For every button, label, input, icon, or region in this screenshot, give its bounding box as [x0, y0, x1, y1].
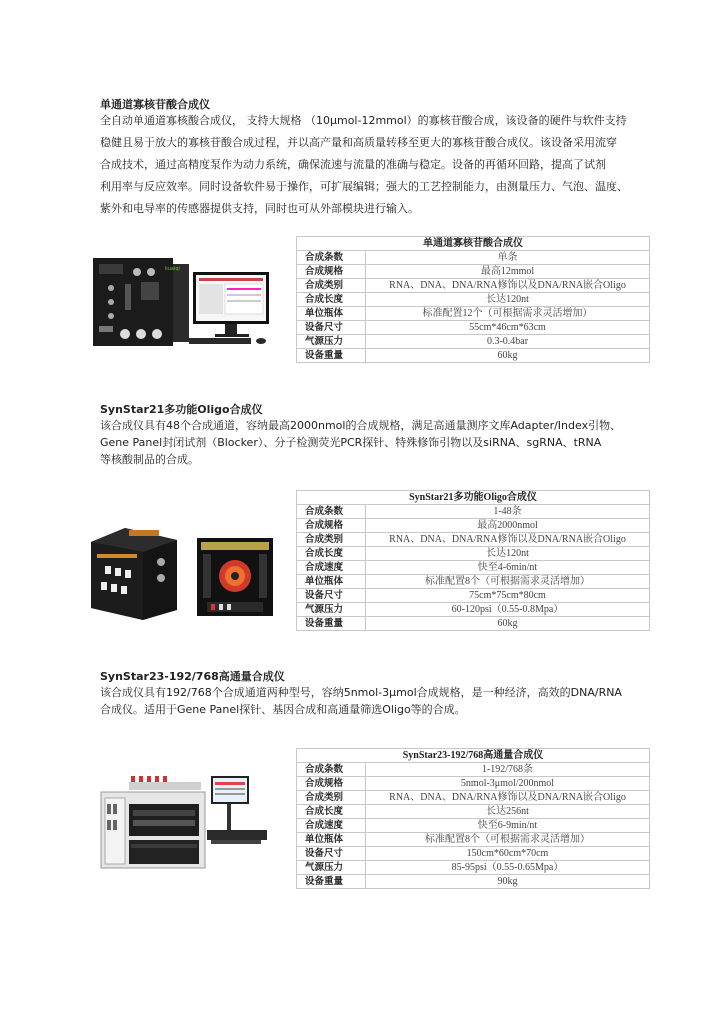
- spec-value: 长达120nt: [366, 547, 650, 561]
- spec-key: 合成长度: [297, 547, 366, 561]
- synstar21-synthesizer-image: [85, 520, 285, 620]
- spec-key: 合成速度: [297, 819, 366, 833]
- paragraph-line: 全自动单通道寡核酸合成仪， 支持大规格 （10μmol-12mmol）的寡核苷酸合成，该设备的硬件与软件支持: [100, 114, 627, 127]
- paragraph-line: 合成技术，通过高精度泵作为动力系统，确保流速与流量的准确与稳定。设备的再循环回路，提高了试剂: [100, 158, 606, 171]
- spec-key: 合成条数: [297, 251, 366, 265]
- spec-value: 长达120nt: [366, 293, 650, 307]
- spec-table-2: [296, 490, 650, 631]
- spec-key: 合成长度: [297, 293, 366, 307]
- single-channel-synthesizer-image: [85, 250, 285, 350]
- paragraph-line: 紫外和电导率的传感器提供支持，同时也可从外部模块进行输入。: [100, 202, 419, 215]
- paragraph-line: 该合成仪具有192/768个合成通道两种型号，容纳5nmol-3μmol合成规格，是一种经济，高效的DNA/RNA: [100, 686, 622, 699]
- paragraph-line: 该合成仪具有48个合成通道，容纳最高2000nmol的合成规格，满足高通量测序文库Adapter/Index引物、: [100, 419, 622, 432]
- table-row: [297, 547, 650, 561]
- table-row: [297, 349, 650, 363]
- spec-value: 75cm*75cm*80cm: [366, 589, 650, 603]
- spec-key: 设备重量: [297, 349, 366, 363]
- spec-key: 设备尺寸: [297, 321, 366, 335]
- spec-key: 气源压力: [297, 335, 366, 349]
- spec-value: 快至4-6min/nt: [366, 561, 650, 575]
- spec-key: 合成规格: [297, 265, 366, 279]
- spec-key: 合成规格: [297, 777, 366, 791]
- table-row: [297, 875, 650, 889]
- spec-value: RNA、DNA、DNA/RNA修饰以及DNA/RNA嵌合Oligo: [366, 533, 650, 547]
- section-title-1: 单通道寡核苷酸合成仪: [100, 98, 210, 111]
- spec-value: 标准配置12个（可根据需求灵活增加）: [366, 307, 650, 321]
- spec-value: 60kg: [366, 617, 650, 631]
- spec-key: 单位瓶体: [297, 307, 366, 321]
- table-row: [297, 603, 650, 617]
- spec-value: 快至6-9min/nt: [366, 819, 650, 833]
- spec-value: 90kg: [366, 875, 650, 889]
- spec-value: 1-48条: [366, 505, 650, 519]
- table-row: [297, 505, 650, 519]
- spec-table-title: 单通道寡核苷酸合成仪: [297, 237, 650, 251]
- paragraph-line: 等核酸制品的合成。: [100, 453, 199, 466]
- spec-value: 5nmol-3μmol/200nmol: [366, 777, 650, 791]
- spec-key: 设备重量: [297, 875, 366, 889]
- table-row: [297, 321, 650, 335]
- section-title-3: SynStar23-192/768高通量合成仪: [100, 670, 285, 683]
- spec-key: 合成类别: [297, 279, 366, 293]
- spec-table-title: SynStar21多功能Oligo合成仪: [297, 491, 650, 505]
- table-row: [297, 617, 650, 631]
- spec-key: 合成长度: [297, 805, 366, 819]
- table-row: [297, 251, 650, 265]
- spec-key: 合成类别: [297, 791, 366, 805]
- table-row: [297, 279, 650, 293]
- section-paragraph-2: [100, 417, 660, 468]
- spec-value: 85-95psi（0.55-0.65Mpa）: [366, 861, 650, 875]
- spec-value: 1-192/768条: [366, 763, 650, 777]
- spec-value: 标准配置8个（可根据需求灵活增加）: [366, 833, 650, 847]
- table-row: [297, 763, 650, 777]
- table-row: [297, 307, 650, 321]
- table-row: [297, 335, 650, 349]
- spec-value: 55cm*46cm*63cm: [366, 321, 650, 335]
- spec-key: 单位瓶体: [297, 575, 366, 589]
- spec-value: 最高12mmol: [366, 265, 650, 279]
- spec-key: 合成规格: [297, 519, 366, 533]
- section-title-2: SynStar21多功能Oligo合成仪: [100, 403, 263, 416]
- table-row: [297, 575, 650, 589]
- spec-value: RNA、DNA、DNA/RNA修饰以及DNA/RNA嵌合Oligo: [366, 279, 650, 293]
- spec-key: 合成类别: [297, 533, 366, 547]
- table-row: [297, 805, 650, 819]
- table-row: [297, 819, 650, 833]
- table-row: [297, 847, 650, 861]
- spec-value: 长达256nt: [366, 805, 650, 819]
- synstar23-synthesizer-image: [95, 774, 275, 872]
- spec-table-1: [296, 236, 650, 363]
- section-paragraph-1: [100, 110, 660, 220]
- table-row: [297, 791, 650, 805]
- spec-key: 合成速度: [297, 561, 366, 575]
- spec-key: 合成条数: [297, 763, 366, 777]
- section-paragraph-3: [100, 684, 660, 718]
- spec-value: 单条: [366, 251, 650, 265]
- table-row: [297, 533, 650, 547]
- device-logo-text: kuaiqi: [165, 266, 180, 272]
- spec-table-title: SynStar23-192/768高通量合成仪: [297, 749, 650, 763]
- spec-value: 最高2000nmol: [366, 519, 650, 533]
- paragraph-line: 合成仪。适用于Gene Panel探针、基因合成和高通量筛选Oligo等的合成。: [100, 703, 466, 716]
- table-row: [297, 519, 650, 533]
- table-row: [297, 265, 650, 279]
- table-row: [297, 861, 650, 875]
- table-row: [297, 589, 650, 603]
- table-row: [297, 833, 650, 847]
- spec-value: 60-120psi（0.55-0.8Mpa）: [366, 603, 650, 617]
- spec-key: 气源压力: [297, 603, 366, 617]
- spec-table-3: [296, 748, 650, 889]
- paragraph-line: 稳健且易于放大的寡核苷酸合成过程，并以高产量和高质量转移至更大的寡核苷酸合成仪。该设备采用流穿: [100, 136, 617, 149]
- paragraph-line: 利用率与反应效率。同时设备软件易于操作，可扩展编辑；强大的工艺控制能力，由测量压力、气泡、温度、: [100, 180, 628, 193]
- table-row: [297, 777, 650, 791]
- spec-key: 设备重量: [297, 617, 366, 631]
- spec-value: 0.3-0.4bar: [366, 335, 650, 349]
- spec-key: 单位瓶体: [297, 833, 366, 847]
- spec-key: 合成条数: [297, 505, 366, 519]
- paragraph-line: Gene Panel封闭试剂（Blocker）、分子检测荧光PCR探针、特殊修饰引物以及siRNA、sgRNA、tRNA: [100, 436, 602, 449]
- spec-key: 气源压力: [297, 861, 366, 875]
- spec-value: RNA、DNA、DNA/RNA修饰以及DNA/RNA嵌合Oligo: [366, 791, 650, 805]
- spec-key: 设备尺寸: [297, 589, 366, 603]
- table-row: [297, 561, 650, 575]
- table-row: [297, 293, 650, 307]
- spec-value: 60kg: [366, 349, 650, 363]
- spec-value: 150cm*60cm*70cm: [366, 847, 650, 861]
- spec-key: 设备尺寸: [297, 847, 366, 861]
- spec-value: 标准配置8个（可根据需求灵活增加）: [366, 575, 650, 589]
